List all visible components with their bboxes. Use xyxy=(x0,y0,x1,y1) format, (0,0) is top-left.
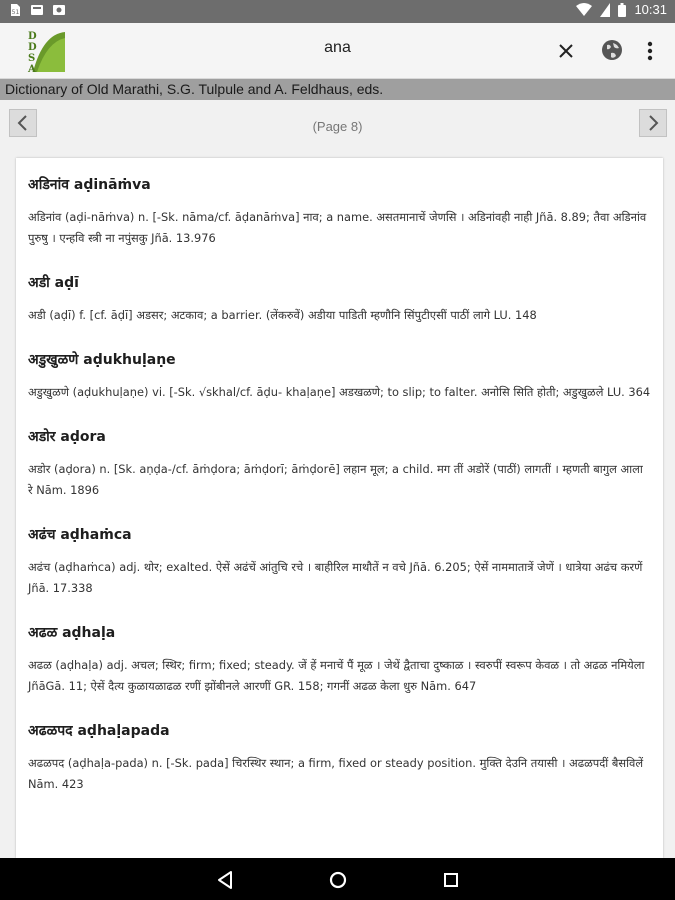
entry-definition: अढळ (aḍhaḷa) adj. अचल; स्थिर; firm; fixed; steady. जें हें मनाचें पैं मूळ । जेथें द्वैताचा दुष्काळ । स्वरुपीं स्वरूप केवळ । तो अढळ नमियेला JñāGā. 11; ऐसें दैत्य कुळायळाढळ रणीं झोंबीनले आरणीं GR. 158; गगनीं अढळ केला धुरु Nām. 647 xyxy=(28,658,645,693)
prev-page-button[interactable] xyxy=(9,109,37,137)
more-vert-icon[interactable] xyxy=(640,37,660,65)
chevron-right-icon xyxy=(640,110,666,136)
entry-headword: अडी aḍī xyxy=(28,275,79,291)
next-page-button[interactable] xyxy=(639,109,667,137)
list-item[interactable] xyxy=(28,426,651,501)
entry-headword: अडोर aḍora xyxy=(28,429,106,445)
entry-definition: अडुखुळणे (aḍukhuḷaṇe) vi. [-Sk. √skhal/cf. āḍu- khaḷaṇe] अडखळणे; to slip; to falter. अनोसि सिति होती; अडुखुळले LU. 364 xyxy=(28,385,651,399)
sim-label: 51 xyxy=(11,9,20,16)
back-triangle-icon[interactable] xyxy=(213,868,237,892)
system-nav-bar xyxy=(0,858,675,900)
entry-headword: अडुखुळणे aḍukhuḷaṇe xyxy=(28,352,176,368)
logo-letter-d1: D xyxy=(28,31,37,42)
logo-letter-a: A xyxy=(28,64,36,74)
logo-letter-s: S xyxy=(28,53,36,64)
list-item[interactable] xyxy=(28,524,651,599)
entry-definition: अढळपद (aḍhaḷa-pada) n. [-Sk. pada] चिरस्थिर स्थान; a firm, fixed or steady position. मुक्ति देउनि तयासी । अढळपदीं बैसविलें Nām. 423 xyxy=(28,756,644,791)
entries-card xyxy=(16,158,663,858)
entry-headword: अढळ aḍhaḷa xyxy=(28,625,116,641)
dictionary-title: Dictionary of Old Marathi, S.G. Tulpule and A. Feldhaus, eds. xyxy=(0,79,675,100)
chevron-left-icon xyxy=(10,110,36,136)
app-bar xyxy=(0,23,675,79)
entry-headword: अढळपद aḍhaḷapada xyxy=(28,723,170,739)
clock: 10:31 xyxy=(634,2,667,17)
list-item[interactable] xyxy=(28,622,651,697)
image-icon xyxy=(30,3,44,17)
wifi-icon xyxy=(576,3,592,17)
list-item[interactable] xyxy=(28,349,651,403)
ddsa-logo[interactable] xyxy=(23,28,65,74)
list-item[interactable] xyxy=(28,174,651,249)
pager xyxy=(0,100,675,150)
entry-definition: अडोर (aḍora) n. [Sk. aṇḍa-/cf. āṁḍora; āṁḍorī; āṁḍorē] लहान मूल; a child. मग तीं अडोरें (पाठीं) लागतीं । म्हणती बागुल आला रे Nām. 1896 xyxy=(28,462,643,497)
recents-square-icon[interactable] xyxy=(439,868,463,892)
entry-definition: अडिनांव (aḍi-nāṁva) n. [-Sk. nāma/cf. āḍanāṁva] नाव; a name. असतमानाचें जेणसि । अडिनांवही नाही Jñā. 8.89; तैवा अडिनांव पुरुषु । एन्हवि स्त्री ना नपुंसकु Jñā. 13.976 xyxy=(28,210,647,245)
photo-icon xyxy=(52,3,66,17)
list-item[interactable] xyxy=(28,272,651,326)
search-query[interactable]: ana xyxy=(324,39,351,56)
sim-card-icon xyxy=(8,3,22,17)
close-icon[interactable] xyxy=(552,37,580,65)
entry-headword: अडिनांव aḍināṁva xyxy=(28,177,151,193)
page-label: (Page 8) xyxy=(312,119,363,134)
list-item[interactable] xyxy=(28,720,651,795)
entry-definition: अढंच (aḍhaṁca) adj. थोर; exalted. ऐसें अढंचें आंतुचि रचे । बाहीरिल माथौतें न वचे Jñā. 6.205; ऐसें नाममातात्रें जेणें । धात्रेया अढंच करणें Jñā. 17.338 xyxy=(28,560,643,595)
status-bar xyxy=(0,0,675,23)
logo-letter-d2: D xyxy=(28,42,37,53)
globe-icon[interactable] xyxy=(598,36,626,64)
signal-icon xyxy=(600,3,610,17)
entry-definition: अडी (aḍī) f. [cf. āḍī] अडसर; अटकाव; a barrier. (लेंकरुवें) अडीया पाडिती म्हणौनि सिंपुटीएसीं पाठीं लागे LU. 148 xyxy=(28,308,537,322)
home-circle-icon[interactable] xyxy=(326,868,350,892)
entry-headword: अढंच aḍhaṁca xyxy=(28,527,132,543)
battery-icon xyxy=(618,3,626,17)
